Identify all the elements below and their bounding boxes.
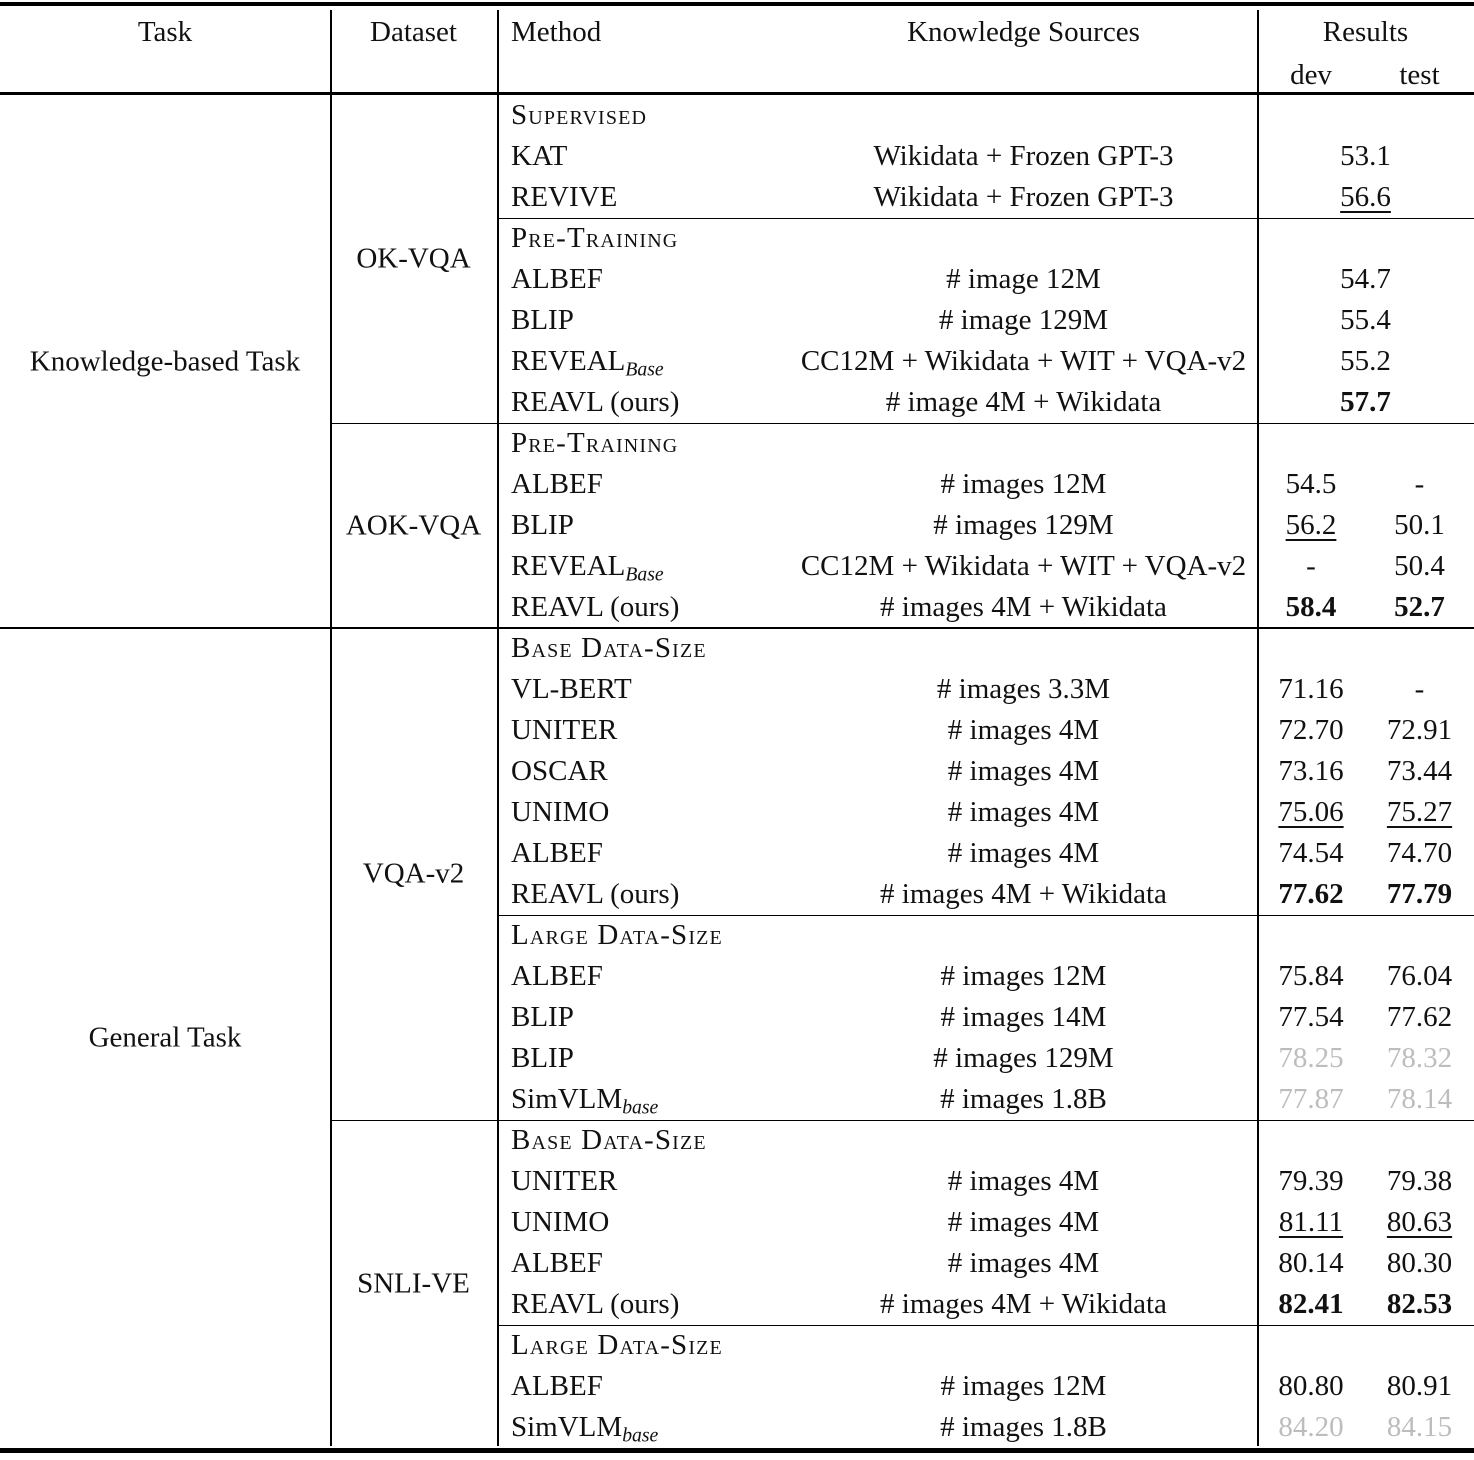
knowledge-sources-cell: # images 4M: [947, 1206, 1100, 1238]
table-row: [0, 505, 1474, 546]
method-cell: REVIVE: [511, 181, 618, 213]
method-section: [0, 915, 1474, 1120]
value-text: 78.14: [1386, 1083, 1453, 1115]
knowledge-sources-cell: # images 129M: [933, 1042, 1114, 1074]
value-text: 50.1: [1394, 509, 1445, 541]
value-text: 50.4: [1394, 550, 1445, 582]
dev-value: [1257, 1083, 1365, 1116]
value-text: 80.14: [1278, 1247, 1344, 1279]
test-value: [1365, 1001, 1474, 1034]
value-text: 57.7: [1340, 386, 1391, 418]
test-value: [1365, 837, 1474, 870]
knowledge-sources-cell: # images 4M: [947, 837, 1100, 869]
table-row: [0, 1161, 1474, 1202]
dev-value: [1257, 1370, 1365, 1403]
knowledge-sources-cell: # images 4M: [947, 1165, 1100, 1197]
section-title: Base Data-Size: [511, 1124, 707, 1156]
table-row: [0, 751, 1474, 792]
value-text: 81.11: [1278, 1206, 1344, 1238]
result-value: [1257, 140, 1474, 173]
knowledge-sources-cell: # images 4M: [947, 714, 1100, 746]
result-value: [1257, 263, 1474, 296]
dev-value: [1257, 960, 1365, 993]
table-row: [0, 1366, 1474, 1407]
dev-value: [1257, 837, 1365, 870]
value-text: 71.16: [1278, 673, 1344, 705]
method-subscript: base: [622, 1424, 659, 1447]
test-value: [1365, 468, 1474, 501]
method-cell: REAVL (ours): [511, 591, 680, 623]
method-cell: $REVEAL_{Base}$: [511, 550, 664, 586]
table-body: [0, 95, 1474, 1448]
method-cell: UNITER: [511, 714, 618, 746]
value-text: 75.06: [1278, 796, 1344, 828]
test-value: [1365, 673, 1474, 706]
value-text: 52.7: [1394, 591, 1445, 623]
value-text: 79.39: [1278, 1165, 1344, 1197]
method-section: [0, 423, 1474, 628]
section-title: Large Data-Size: [511, 1329, 723, 1361]
dev-value: [1257, 1042, 1365, 1075]
value-text: 56.2: [1285, 509, 1337, 541]
table-row: [0, 300, 1474, 341]
knowledge-sources-cell: # images 129M: [933, 509, 1114, 541]
value-text: 74.54: [1278, 837, 1344, 869]
knowledge-sources-cell: # image 12M: [946, 263, 1101, 295]
value-text: 84.20: [1278, 1411, 1344, 1443]
value-text: 80.63: [1386, 1206, 1453, 1238]
method-cell: KAT: [511, 140, 568, 172]
dev-value: [1257, 796, 1365, 829]
task-label: General Task: [88, 1021, 242, 1054]
knowledge-sources-cell: CC12M + Wikidata + WIT + VQA-v2: [800, 550, 1247, 582]
value-text: 55.4: [1340, 304, 1391, 336]
value-text: 73.44: [1386, 755, 1453, 787]
header-knowledge-sources: Knowledge Sources: [907, 15, 1140, 48]
method-cell: BLIP: [511, 304, 574, 336]
table-row: [0, 710, 1474, 751]
method-cell: VL-BERT: [511, 673, 632, 705]
value-text: 80.80: [1278, 1370, 1344, 1402]
dev-value: [1257, 1411, 1365, 1444]
knowledge-sources-cell: # images 1.8B: [940, 1083, 1107, 1115]
method-cell: ALBEF: [511, 1370, 603, 1402]
knowledge-sources-cell: # images 1.8B: [940, 1411, 1107, 1443]
knowledge-sources-cell: # images 12M: [940, 468, 1107, 500]
test-value: [1365, 1206, 1474, 1239]
table-bottom-rule: [0, 1448, 1474, 1453]
method-cell: ALBEF: [511, 263, 603, 295]
section-title-row: [0, 218, 1474, 259]
dev-value: [1257, 1001, 1365, 1034]
knowledge-sources-cell: # image 129M: [938, 304, 1109, 336]
test-value: [1365, 960, 1474, 993]
dataset-block: [0, 1120, 1474, 1448]
table-row: [0, 792, 1474, 833]
method-section: [0, 218, 1474, 423]
dev-value: [1257, 550, 1365, 583]
method-cell: REAVL (ours): [511, 386, 680, 418]
method-cell: SimVLM$_{base}$: [511, 1411, 659, 1447]
test-value: [1365, 1083, 1474, 1116]
method-subscript: Base: [625, 563, 664, 586]
dataset-label: AOK-VQA: [345, 509, 482, 541]
task-label: Knowledge-based Task: [29, 345, 301, 377]
table-row: [0, 382, 1474, 423]
method-section: [0, 1325, 1474, 1448]
method-cell: UNIMO: [511, 796, 610, 828]
knowledge-sources-cell: # images 4M: [947, 755, 1100, 787]
method-cell: $REVEAL_{Base}$: [511, 345, 664, 381]
knowledge-sources-cell: # images 3.3M: [936, 673, 1111, 705]
value-text: 78.25: [1278, 1042, 1344, 1074]
knowledge-sources-cell: # images 4M: [947, 796, 1100, 828]
test-value: [1365, 509, 1474, 542]
dataset-block: [0, 423, 1474, 628]
section-title: Pre-Training: [511, 222, 679, 254]
value-text: 56.6: [1340, 181, 1391, 213]
method-cell: BLIP: [511, 1042, 574, 1074]
method-cell: BLIP: [511, 509, 574, 541]
table-row: [0, 669, 1474, 710]
knowledge-sources-cell: # images 4M + Wikidata: [880, 1288, 1167, 1320]
method-cell: OSCAR: [511, 755, 608, 787]
value-text: 78.32: [1386, 1042, 1453, 1074]
method-cell: BLIP: [511, 1001, 574, 1033]
value-text: -: [1414, 673, 1425, 705]
value-text: 82.41: [1278, 1288, 1344, 1320]
section-title: Large Data-Size: [511, 919, 723, 951]
dev-value: [1257, 509, 1365, 542]
section-title-row: [0, 423, 1474, 464]
table-row: [0, 1284, 1474, 1325]
section-title: Pre-Training: [511, 427, 679, 459]
table-row: [0, 833, 1474, 874]
dev-value: [1257, 714, 1365, 747]
knowledge-sources-cell: # images 4M: [947, 1247, 1100, 1279]
knowledge-sources-cell: # images 4M + Wikidata: [880, 591, 1167, 623]
knowledge-sources-cell: # images 4M + Wikidata: [880, 878, 1167, 910]
header-method: Method: [511, 15, 602, 48]
test-value: [1365, 550, 1474, 583]
test-value: [1365, 1411, 1474, 1444]
test-value: [1365, 1165, 1474, 1198]
value-text: 80.91: [1386, 1370, 1453, 1402]
test-value: [1365, 714, 1474, 747]
test-value: [1365, 1042, 1474, 1075]
value-text: 76.04: [1386, 960, 1453, 992]
test-value: [1365, 591, 1474, 624]
table-row: [0, 464, 1474, 505]
value-text: 77.54: [1278, 1001, 1344, 1033]
result-value: [1257, 386, 1474, 419]
dataset-label: VQA-v2: [362, 857, 465, 890]
value-text: 53.1: [1340, 140, 1391, 172]
table-header: [0, 6, 1474, 92]
method-cell: SimVLM$_{base}$: [511, 1083, 659, 1119]
value-text: 82.53: [1386, 1288, 1453, 1320]
section-title-row: [0, 95, 1474, 136]
header-dataset: Dataset: [370, 15, 457, 48]
dev-value: [1257, 673, 1365, 706]
dev-value: [1257, 591, 1365, 624]
knowledge-sources-cell: CC12M + Wikidata + WIT + VQA-v2: [800, 345, 1247, 377]
value-text: 72.91: [1386, 714, 1453, 746]
value-text: 54.5: [1285, 468, 1337, 500]
value-text: 75.27: [1386, 796, 1453, 828]
method-cell: ALBEF: [511, 960, 603, 992]
table-row: [0, 177, 1474, 218]
knowledge-sources-cell: Wikidata + Frozen GPT-3: [873, 140, 1174, 172]
value-text: 84.15: [1386, 1411, 1453, 1443]
section-title-row: [0, 1325, 1474, 1366]
header-task: Task: [137, 15, 193, 48]
table-row: [0, 1407, 1474, 1448]
value-text: 72.70: [1278, 714, 1344, 746]
value-text: 58.4: [1285, 591, 1337, 623]
dev-value: [1257, 755, 1365, 788]
section-title-row: [0, 1120, 1474, 1161]
dev-value: [1257, 1247, 1365, 1280]
result-value: [1257, 304, 1474, 337]
value-text: -: [1414, 468, 1425, 500]
method-cell: ALBEF: [511, 1247, 603, 1279]
method-cell: REAVL (ours): [511, 878, 680, 910]
knowledge-sources-cell: Wikidata + Frozen GPT-3: [873, 181, 1174, 213]
dev-value: [1257, 468, 1365, 501]
method-subscript: base: [622, 1096, 659, 1119]
table-row: [0, 546, 1474, 587]
value-text: 73.16: [1278, 755, 1344, 787]
dev-value: [1257, 1165, 1365, 1198]
value-text: 80.30: [1386, 1247, 1453, 1279]
value-text: -: [1306, 550, 1316, 582]
dataset-label: OK-VQA: [356, 242, 471, 275]
value-text: 77.87: [1278, 1083, 1344, 1115]
table-row: [0, 1243, 1474, 1284]
knowledge-sources-cell: # images 12M: [940, 960, 1107, 992]
table-row: [0, 1202, 1474, 1243]
section-title-row: [0, 628, 1474, 669]
knowledge-sources-cell: # images 14M: [940, 1001, 1107, 1033]
value-text: 77.79: [1386, 878, 1453, 910]
header-dev: dev: [1290, 58, 1332, 91]
table-row: [0, 136, 1474, 177]
value-text: 77.62: [1386, 1001, 1453, 1033]
test-value: [1365, 1247, 1474, 1280]
table-row: [0, 587, 1474, 628]
method-cell: UNITER: [511, 1165, 618, 1197]
dev-value: [1257, 1288, 1365, 1321]
result-value: [1257, 345, 1474, 378]
method-subscript: Base: [625, 358, 664, 381]
header-test: test: [1399, 58, 1440, 91]
dev-value: [1257, 1206, 1365, 1239]
value-text: 74.70: [1386, 837, 1453, 869]
test-value: [1365, 1288, 1474, 1321]
knowledge-sources-cell: # image 4M + Wikidata: [885, 386, 1162, 418]
section-title-row: [0, 915, 1474, 956]
method-cell: ALBEF: [511, 837, 603, 869]
test-value: [1365, 796, 1474, 829]
result-value: [1257, 181, 1474, 214]
table-row: [0, 956, 1474, 997]
value-text: 55.2: [1340, 345, 1391, 377]
section-title: Supervised: [511, 99, 648, 131]
test-value: [1365, 755, 1474, 788]
value-text: 54.7: [1340, 263, 1391, 295]
table-row: [0, 1079, 1474, 1120]
section-title: Base Data-Size: [511, 632, 707, 664]
value-text: 79.38: [1386, 1165, 1453, 1197]
dataset-label: SNLI-VE: [357, 1267, 470, 1300]
test-value: [1365, 1370, 1474, 1403]
table-row: [0, 259, 1474, 300]
table-row: [0, 874, 1474, 915]
test-value: [1365, 878, 1474, 911]
method-section: [0, 95, 1474, 218]
method-section: [0, 628, 1474, 915]
method-cell: UNIMO: [511, 1206, 610, 1238]
method-cell: ALBEF: [511, 468, 603, 500]
dev-value: [1257, 878, 1365, 911]
method-cell: REAVL (ours): [511, 1288, 680, 1320]
knowledge-sources-cell: # images 12M: [940, 1370, 1107, 1402]
method-section: [0, 1120, 1474, 1325]
value-text: 77.62: [1278, 878, 1344, 910]
header-results: Results: [1322, 15, 1409, 48]
value-text: 75.84: [1278, 960, 1344, 992]
